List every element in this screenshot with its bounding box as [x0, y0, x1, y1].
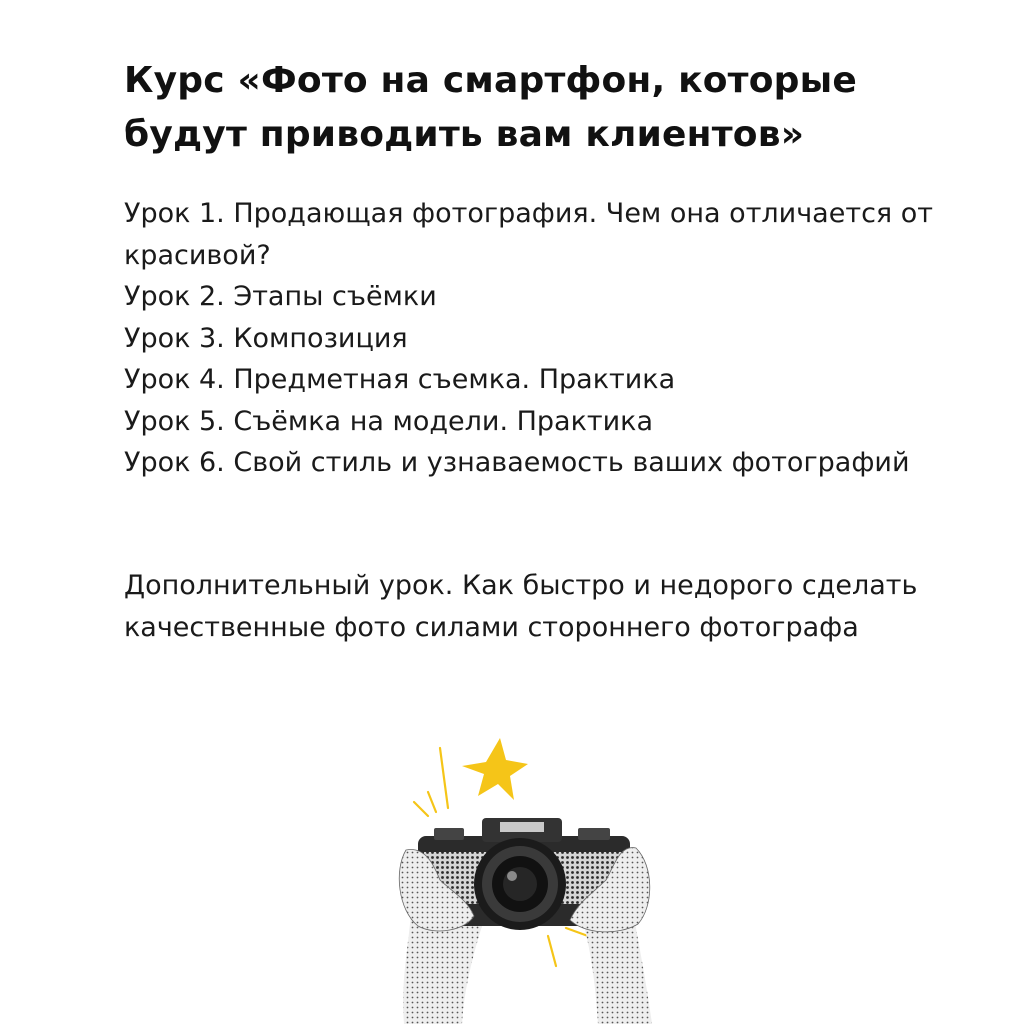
- camera-in-hands-icon: [370, 730, 670, 1024]
- lesson-item-2: Урок 2. Этапы съёмки: [124, 281, 437, 312]
- star-icon: [462, 738, 528, 800]
- lesson-list: [124, 193, 964, 484]
- lesson-item-5: Урок 5. Съёмка на модели. Практика: [124, 405, 654, 437]
- lesson-item-6: Урок 6. Свой стиль и узнаваемость ваших фотографий: [124, 447, 910, 478]
- extra-lesson: Дополнительный урок. Как быстро и недорого сделать качественные фото силами стороннего фотографа: [124, 570, 918, 643]
- lesson-item-4: Урок 4. Предметная съемка. Практика: [124, 364, 676, 395]
- course-title: Курс «Фото на смартфон, которые будут приводить вам клиентов»: [124, 60, 857, 155]
- lesson-item-3: Урок 3. Композиция: [124, 322, 408, 354]
- camera-illustration: [370, 730, 670, 1024]
- lesson-item-1: Урок 1. Продающая фотография. Чем она отличается от красивой?: [124, 198, 933, 271]
